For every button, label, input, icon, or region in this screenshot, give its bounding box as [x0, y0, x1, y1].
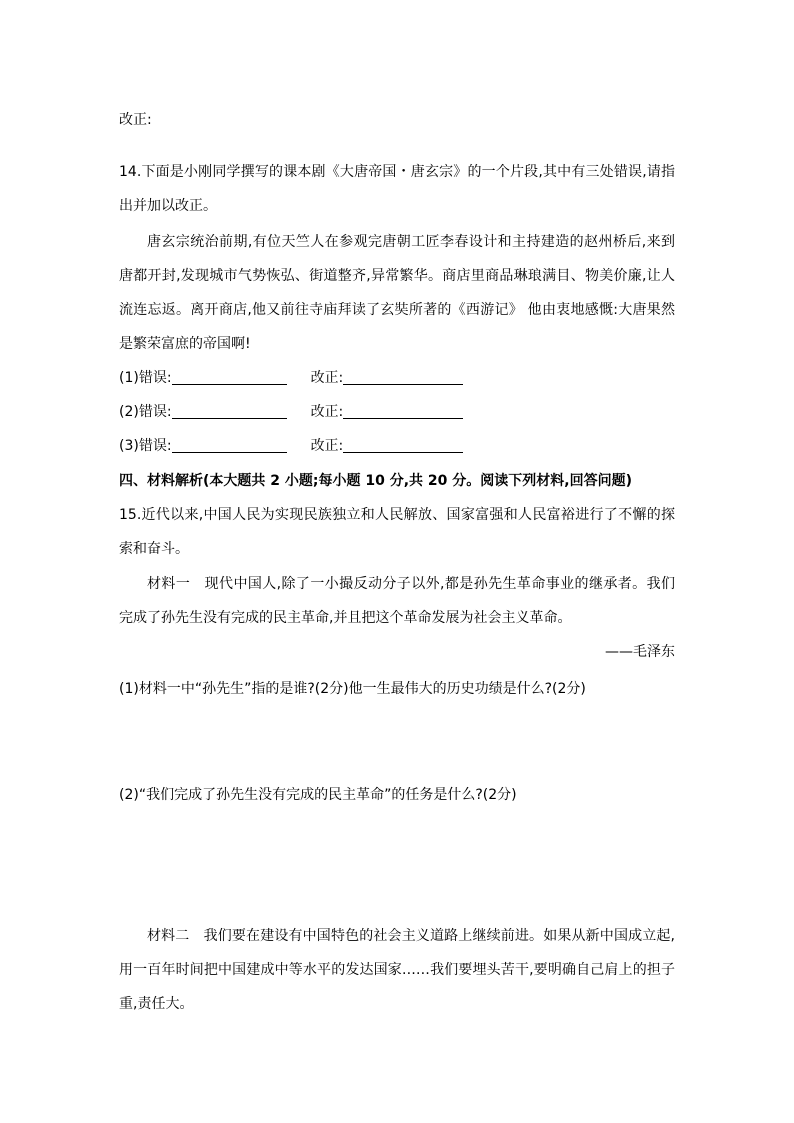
- fix-label: 改正:: [310, 438, 344, 454]
- previous-answer-label: 改正:: [119, 112, 152, 128]
- material2-line: 重,责任大。: [119, 996, 194, 1012]
- fix-label: 改正:: [310, 370, 344, 386]
- material1-source: ——毛泽东: [605, 644, 675, 660]
- q15-prompt-line: 索和奋斗。: [119, 541, 189, 557]
- material2-line: 用一百年时间把中国建成中等水平的发达国家……我们要埋头苦干,要明确自己肩上的担子: [119, 962, 675, 978]
- q14-passage-line: 唐都开封,发现城市气势恢弘、街道整齐,异常繁华。商店里商品琳琅满目、物美价廉,让人: [119, 268, 675, 284]
- section-heading: 四、材料解析(本大题共 2 小题;每小题 10 分,共 20 分。阅读下列材料,回答问题): [119, 473, 632, 489]
- q14-prompt-line: 出并加以改正。: [119, 198, 217, 214]
- q15-prompt-line: 15.近代以来,中国人民为实现民族独立和人民解放、国家富强和人民富裕进行了不懈的探: [119, 507, 675, 523]
- q14-passage-line: 唐玄宗统治前期,有位天竺人在参观完唐朝工匠李春设计和主持建造的赵州桥后,来到: [147, 234, 675, 250]
- fix-blank[interactable]: [343, 438, 463, 453]
- error-blank[interactable]: [172, 370, 287, 385]
- answer-row-2: [119, 403, 675, 421]
- sub-question-1: (1)材料一中“孙先生”指的是谁?(2分)他一生最伟大的历史功绩是什么?(2分): [119, 681, 586, 697]
- fix-blank[interactable]: [343, 370, 463, 385]
- material1-line: 材料一 现代中国人,除了一小撮反动分子以外,都是孙先生革命事业的继承者。我们: [147, 576, 675, 592]
- fix-label: 改正:: [310, 404, 344, 420]
- answer-row-3: [119, 437, 675, 455]
- error-blank[interactable]: [172, 404, 287, 419]
- q14-passage-line: 流连忘返。离开商店,他又前往寺庙拜读了玄奘所著的《西游记》 他由衷地感慨:大唐果然: [119, 302, 675, 318]
- material1-line: 完成了孙先生没有完成的民主革命,并且把这个革命发展为社会主义革命。: [119, 610, 572, 626]
- error-label: (3)错误:: [119, 438, 172, 454]
- fix-blank[interactable]: [343, 404, 463, 419]
- answer-row-1: [119, 369, 675, 387]
- sub-question-2: (2)“我们完成了孙先生没有完成的民主革命”的任务是什么?(2分): [119, 787, 517, 803]
- q14-passage-line: 是繁荣富庶的帝国啊!: [119, 336, 251, 352]
- q14-prompt-line: 14.下面是小刚同学撰写的课本剧《大唐帝国・唐玄宗》的一个片段,其中有三处错误,请指: [119, 164, 675, 180]
- error-blank[interactable]: [172, 438, 287, 453]
- error-label: (2)错误:: [119, 404, 172, 420]
- material2-line: 材料二 我们要在建设有中国特色的社会主义道路上继续前进。如果从新中国成立起,: [147, 928, 675, 944]
- error-label: (1)错误:: [119, 370, 172, 386]
